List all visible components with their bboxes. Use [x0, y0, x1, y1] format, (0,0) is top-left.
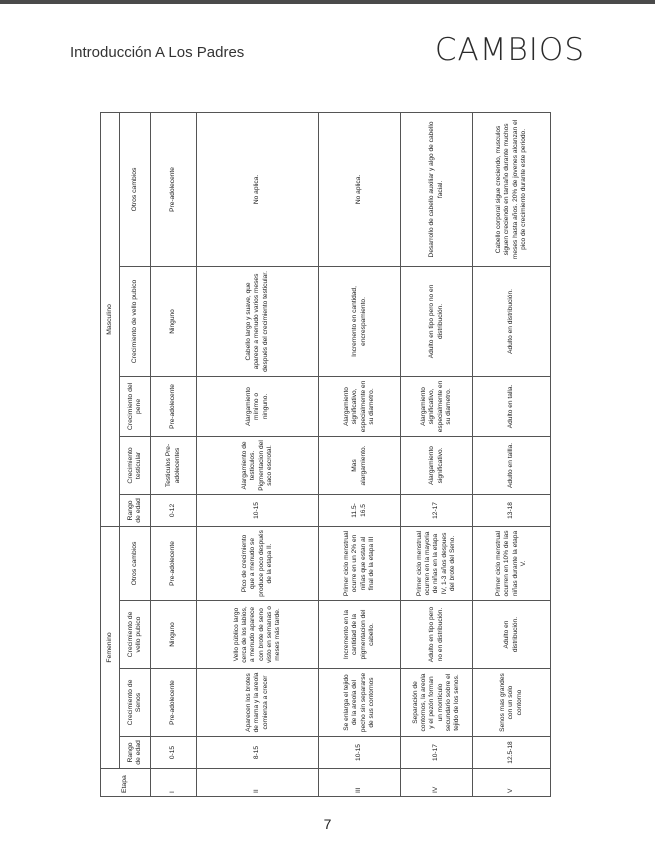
m-testes-cell: Mas alargamiento.: [319, 436, 401, 494]
f-breast-cell: Pre-adolecente: [151, 669, 197, 737]
m-other-cell: Desarrollo de cabello auxiliar y algo de cabello facial.: [401, 112, 473, 266]
f-hair-cell: Adulto en tipo pero no en distribución.: [401, 601, 473, 669]
table-row: [401, 112, 473, 796]
table-row: [319, 112, 401, 796]
m-testes-cell: Testiculos Pre-adolecentes: [151, 436, 197, 494]
f-col-breast: Crecimiento de Senos: [120, 669, 151, 737]
m-age-cell: 13-18: [473, 494, 551, 526]
m-other-cell: Pre-adolecente: [151, 112, 197, 266]
m-testes-cell: Alargamiento de testiculos. Pigmentacion del saco escrotal.: [197, 436, 319, 494]
f-breast-cell: Separación de contornos, la areola y el pezón forman un montículo secundario sobre el tejido de los senos.: [401, 669, 473, 737]
m-hair-cell: Cabello largo y suave, que aparece a menudo varios meses después del crecimiento testicular.: [197, 266, 319, 376]
m-age-cell: 11.5-16.5: [319, 494, 401, 526]
m-hair-cell: Incremento en cantidad, encrespamiento.: [319, 266, 401, 376]
rotated-table-container: [100, 113, 540, 797]
stage-cell: V: [473, 769, 551, 797]
f-breast-cell: Senos mas grandes con un solo contorno: [473, 669, 551, 737]
f-col-age: Rango de edad: [120, 737, 151, 769]
f-other-cell: Primer ciclo menstrual ocurren en 10% de las niñas durante la etapa V.: [473, 526, 551, 600]
f-other-cell: Pico de crecimiento que a menudo se produce poco después de la etapa II.: [197, 526, 319, 600]
m-penis-cell: Alargamiento significativo, especialmente en su diametro.: [319, 376, 401, 436]
m-other-cell: No aplica.: [197, 112, 319, 266]
m-col-other: Otros cambios: [120, 112, 151, 266]
f-age-cell: 12.5-18: [473, 737, 551, 769]
m-testes-cell: Alargamiento significativo.: [401, 436, 473, 494]
f-hair-cell: Vello público largo cerca de los labios, a menudo aparece con brote de seno visto en semanas o meses más tarde.: [197, 601, 319, 669]
m-penis-cell: Alargamiento mínimo o ninguno.: [197, 376, 319, 436]
f-age-cell: 8-15: [197, 737, 319, 769]
f-age-cell: 10-15: [319, 737, 401, 769]
stage-cell: II: [197, 769, 319, 797]
f-hair-cell: Adulto en distribución.: [473, 601, 551, 669]
m-col-age: Rango de edad: [120, 494, 151, 526]
stage-cell: I: [151, 769, 197, 797]
table-row: [151, 112, 197, 796]
f-col-hair: Crecimiento de vello pubico: [120, 601, 151, 669]
stage-cell: III: [319, 769, 401, 797]
f-breast-cell: Aparecen los brotes de mama y la areola comienza a crecer: [197, 669, 319, 737]
f-age-cell: 10-17: [401, 737, 473, 769]
m-testes-cell: Adulto en tallla.: [473, 436, 551, 494]
m-other-cell: Cabello corporal sigue creciendo, musculos siguen creciendo en tamaño durante muchos meses hasta años. 20% de jovenes alcanzan el pico de crecimiento durante este periodo.: [473, 112, 551, 266]
m-age-cell: 12-17: [401, 494, 473, 526]
table-row: [197, 112, 319, 796]
page-title: CAMBIOS: [434, 32, 585, 68]
top-rule: [0, 0, 655, 4]
m-col-hair: Crecimiento de vello pubico: [120, 266, 151, 376]
f-other-cell: Primer ciclo menstrual ocurre en un 2% en niñas que estan al final de la etapa III: [319, 526, 401, 600]
stage-cell: IV: [401, 769, 473, 797]
page-subtitle: Introducción A Los Padres: [70, 44, 245, 61]
etapa-header: Etapa: [101, 769, 151, 797]
m-col-penis: Crecimiento del pene: [120, 376, 151, 436]
m-hair-cell: Adulto en distribución.: [473, 266, 551, 376]
m-age-cell: 0-12: [151, 494, 197, 526]
m-other-cell: No aplica.: [319, 112, 401, 266]
m-penis-cell: Adulto en talla.: [473, 376, 551, 436]
m-col-testes: Crecimiento testicular: [120, 436, 151, 494]
f-other-cell: Primer ciclo menstrual ocurren en la mayoria de niñas en la etapa IV, 1-3 años despues del brote del Seno.: [401, 526, 473, 600]
m-hair-cell: Ninguno: [151, 266, 197, 376]
f-age-cell: 0-15: [151, 737, 197, 769]
f-breast-cell: Se enlarga el tejido de la areola del pecho sin separarse de sus contornos: [319, 669, 401, 737]
m-hair-cell: Adulto en tipo pero no en distribución.: [401, 266, 473, 376]
table-row: [473, 112, 551, 796]
masculino-header: Masculino: [101, 112, 120, 526]
f-hair-cell: Incremento en la cantidad de la pigmentacion del cabello.: [319, 601, 401, 669]
page-number: 7: [323, 816, 332, 832]
femenino-header: Femenino: [101, 526, 120, 768]
f-col-other: Otros cambios: [120, 526, 151, 600]
m-age-cell: 10-15: [197, 494, 319, 526]
f-hair-cell: Ninguno: [151, 601, 197, 669]
m-penis-cell: Alargamiento significativo, especialmente en su diametro.: [401, 376, 473, 436]
m-penis-cell: Pre-adolecente: [151, 376, 197, 436]
puberty-stages-table: [100, 112, 551, 797]
f-other-cell: Pre-adolecente: [151, 526, 197, 600]
